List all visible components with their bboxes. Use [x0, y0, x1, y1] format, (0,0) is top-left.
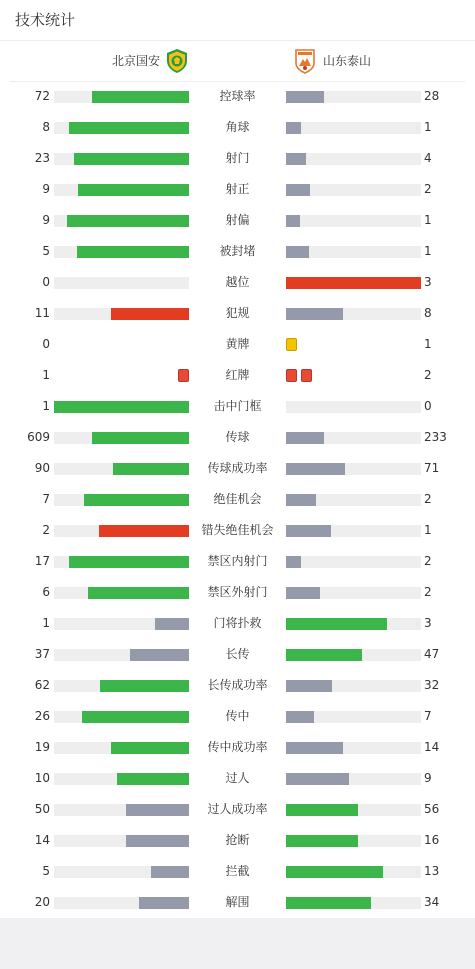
- away-bar-track: [286, 773, 421, 785]
- stat-row: [0, 701, 475, 732]
- home-bar-fill: [84, 494, 189, 506]
- away-bar-fill: [286, 432, 324, 444]
- stat-row: [0, 794, 475, 825]
- away-bar-fill: [286, 556, 301, 568]
- away-bar-track: [286, 742, 421, 754]
- stat-label: 击中门框: [213, 399, 262, 413]
- home-bar-track: [54, 463, 189, 475]
- red-card-icon: [286, 369, 297, 382]
- stat-label: 解围: [225, 895, 250, 909]
- home-bar-fill: [92, 432, 189, 444]
- away-value: 233: [424, 430, 447, 444]
- home-bar-track: [54, 618, 189, 630]
- stat-row: [0, 856, 475, 887]
- home-bar-track: [54, 897, 189, 909]
- away-bar-track: [286, 587, 421, 599]
- home-bar-track: [54, 866, 189, 878]
- away-value: 34: [424, 895, 440, 909]
- stat-label: 射正: [225, 182, 250, 196]
- home-bar-track: [54, 184, 189, 196]
- home-value: 1: [42, 399, 50, 413]
- away-bar-track: [286, 835, 421, 847]
- home-value: 17: [34, 554, 50, 568]
- home-bar-track: [54, 711, 189, 723]
- away-bar-track: [286, 308, 421, 320]
- stat-label: 长传: [225, 647, 250, 661]
- home-value: 26: [34, 709, 50, 723]
- home-bar-fill: [139, 897, 189, 909]
- away-bar-fill: [286, 711, 314, 723]
- home-bar-fill: [74, 153, 189, 165]
- away-value: 32: [424, 678, 440, 692]
- home-bar-track: [54, 308, 189, 320]
- away-bar-fill: [286, 122, 301, 134]
- away-bar-fill: [286, 897, 371, 909]
- away-value: 8: [424, 306, 432, 320]
- stat-row: [0, 112, 475, 143]
- away-value: 16: [424, 833, 440, 847]
- away-bar-fill: [286, 184, 310, 196]
- stat-row: [0, 825, 475, 856]
- away-cards: [286, 338, 421, 351]
- stat-row: [0, 763, 475, 794]
- home-bar-track: [54, 773, 189, 785]
- away-value: 1: [424, 120, 432, 134]
- home-value: 23: [34, 151, 50, 165]
- home-value: 1: [42, 368, 50, 382]
- stat-label: 传中成功率: [207, 740, 268, 754]
- away-bar-track: [286, 618, 421, 630]
- away-cards: [286, 369, 421, 382]
- away-bar-track: [286, 525, 421, 537]
- home-value: 11: [34, 306, 50, 320]
- away-value: 2: [424, 554, 432, 568]
- home-bar-track: [54, 401, 189, 413]
- away-bar-fill: [286, 587, 320, 599]
- stat-row: [0, 143, 475, 174]
- home-bar-track: [54, 215, 189, 227]
- away-bar-fill: [286, 618, 387, 630]
- home-value: 90: [34, 461, 50, 475]
- away-value: 0: [424, 399, 432, 413]
- away-bar-fill: [286, 277, 421, 289]
- away-value: 13: [424, 864, 440, 878]
- home-bar-fill: [111, 308, 189, 320]
- away-value: 1: [424, 337, 432, 351]
- away-bar-track: [286, 494, 421, 506]
- home-value: 5: [42, 864, 50, 878]
- stat-label: 门将扑救: [213, 616, 262, 630]
- away-value: 56: [424, 802, 440, 816]
- stat-row: [0, 205, 475, 236]
- home-bar-track: [54, 556, 189, 568]
- away-bar-track: [286, 401, 421, 413]
- away-value: 7: [424, 709, 432, 723]
- home-bar-fill: [126, 804, 189, 816]
- stat-label: 过人: [225, 771, 250, 785]
- home-bar-fill: [77, 246, 189, 258]
- home-bar-fill: [117, 773, 189, 785]
- home-bar-track: [54, 277, 189, 289]
- home-bar-fill: [111, 742, 189, 754]
- home-bar-track: [54, 91, 189, 103]
- away-value: 3: [424, 616, 432, 630]
- home-bar-fill: [92, 91, 189, 103]
- red-card-icon: [178, 369, 189, 382]
- section-title: 技术统计: [15, 11, 76, 29]
- home-bar-fill: [88, 587, 189, 599]
- stat-label: 红牌: [225, 368, 250, 382]
- stat-row: [0, 546, 475, 577]
- away-bar-fill: [286, 680, 332, 692]
- home-value: 19: [34, 740, 50, 754]
- away-bar-track: [286, 711, 421, 723]
- stat-row: [0, 608, 475, 639]
- stat-row: [0, 670, 475, 701]
- home-value: 14: [34, 833, 50, 847]
- stat-label: 黄牌: [225, 337, 250, 351]
- home-cards: [54, 369, 189, 382]
- away-bar-track: [286, 432, 421, 444]
- home-bar-fill: [130, 649, 189, 661]
- away-bar-track: [286, 680, 421, 692]
- teams-header: [0, 41, 475, 81]
- away-bar-fill: [286, 494, 316, 506]
- away-bar-track: [286, 246, 421, 258]
- stat-label: 禁区外射门: [207, 585, 268, 599]
- away-bar-fill: [286, 742, 343, 754]
- stat-label: 传中: [225, 709, 250, 723]
- red-card-icon: [301, 369, 312, 382]
- away-bar-fill: [286, 649, 362, 661]
- away-value: 2: [424, 182, 432, 196]
- away-value: 47: [424, 647, 440, 661]
- home-bar-fill: [54, 401, 189, 413]
- away-bar-fill: [286, 463, 345, 475]
- home-value: 10: [34, 771, 50, 785]
- away-bar-fill: [286, 91, 324, 103]
- home-bar-track: [54, 246, 189, 258]
- home-value: 9: [42, 182, 50, 196]
- away-value: 14: [424, 740, 440, 754]
- stat-row: [0, 329, 475, 360]
- away-value: 3: [424, 275, 432, 289]
- stat-row: [0, 453, 475, 484]
- stat-row: [0, 577, 475, 608]
- stat-label: 传球成功率: [207, 461, 268, 475]
- stat-row: [0, 81, 475, 112]
- stat-label: 错失绝佳机会: [201, 523, 274, 537]
- stat-row: [0, 236, 475, 267]
- stat-label: 被封堵: [219, 244, 256, 258]
- home-bar-track: [54, 649, 189, 661]
- stat-row: [0, 391, 475, 422]
- away-bar-fill: [286, 773, 349, 785]
- home-bar-track: [54, 680, 189, 692]
- away-bar-fill: [286, 866, 383, 878]
- yellow-card-icon: [286, 338, 297, 351]
- home-bar-fill: [82, 711, 189, 723]
- home-team[interactable]: [112, 41, 189, 81]
- home-value: 1: [42, 616, 50, 630]
- stat-row: [0, 174, 475, 205]
- away-team[interactable]: [293, 41, 371, 81]
- home-bar-fill: [113, 463, 189, 475]
- home-bar-track: [54, 525, 189, 537]
- home-value: 62: [34, 678, 50, 692]
- beijing-guoan-logo-icon: [165, 48, 189, 74]
- home-value: 20: [34, 895, 50, 909]
- away-bar-track: [286, 122, 421, 134]
- away-bar-track: [286, 866, 421, 878]
- away-bar-track: [286, 804, 421, 816]
- away-team-name: 山东泰山: [323, 54, 372, 68]
- home-value: 50: [34, 802, 50, 816]
- stat-label: 角球: [225, 120, 250, 134]
- stat-row: [0, 360, 475, 391]
- stat-row: [0, 298, 475, 329]
- away-value: 1: [424, 213, 432, 227]
- away-bar-fill: [286, 804, 358, 816]
- stat-label: 过人成功率: [207, 802, 268, 816]
- home-team-name: 北京国安: [111, 54, 160, 68]
- home-value: 72: [34, 89, 50, 103]
- away-value: 4: [424, 151, 432, 165]
- home-cards: [54, 338, 189, 351]
- home-bar-fill: [100, 680, 189, 692]
- away-bar-fill: [286, 215, 300, 227]
- stat-row: [0, 887, 475, 918]
- shandong-taishan-logo-icon: [293, 48, 317, 74]
- away-value: 1: [424, 523, 432, 537]
- away-value: 9: [424, 771, 432, 785]
- home-bar-fill: [126, 835, 189, 847]
- away-bar-fill: [286, 835, 358, 847]
- stat-label: 射偏: [225, 213, 250, 227]
- stat-row: [0, 484, 475, 515]
- away-bar-track: [286, 277, 421, 289]
- away-bar-fill: [286, 308, 343, 320]
- stat-label: 犯规: [225, 306, 250, 320]
- stat-label: 控球率: [219, 89, 256, 103]
- stat-label: 抢断: [225, 833, 250, 847]
- stat-row: [0, 422, 475, 453]
- away-bar-track: [286, 91, 421, 103]
- stat-label: 禁区内射门: [207, 554, 268, 568]
- home-bar-fill: [69, 556, 189, 568]
- home-bar-track: [54, 153, 189, 165]
- away-bar-fill: [286, 246, 309, 258]
- home-bar-track: [54, 804, 189, 816]
- away-value: 2: [424, 585, 432, 599]
- home-value: 9: [42, 213, 50, 227]
- away-value: 2: [424, 492, 432, 506]
- stat-label: 长传成功率: [207, 678, 268, 692]
- home-value: 7: [42, 492, 50, 506]
- home-bar-fill: [155, 618, 189, 630]
- away-value: 1: [424, 244, 432, 258]
- stat-label: 拦截: [225, 864, 250, 878]
- away-bar-fill: [286, 153, 306, 165]
- away-bar-fill: [286, 525, 331, 537]
- away-bar-track: [286, 184, 421, 196]
- home-value: 609: [27, 430, 50, 444]
- stat-row: [0, 515, 475, 546]
- away-bar-track: [286, 649, 421, 661]
- stat-label: 绝佳机会: [213, 492, 262, 506]
- away-bar-track: [286, 215, 421, 227]
- away-value: 2: [424, 368, 432, 382]
- home-bar-track: [54, 432, 189, 444]
- home-bar-fill: [78, 184, 189, 196]
- away-bar-track: [286, 463, 421, 475]
- home-value: 37: [34, 647, 50, 661]
- home-bar-track: [54, 835, 189, 847]
- stat-label: 射门: [225, 151, 250, 165]
- home-value: 0: [42, 275, 50, 289]
- home-bar-track: [54, 122, 189, 134]
- home-value: 8: [42, 120, 50, 134]
- home-bar-fill: [67, 215, 189, 227]
- away-bar-track: [286, 556, 421, 568]
- stat-row: [0, 639, 475, 670]
- home-value: 5: [42, 244, 50, 258]
- away-bar-track: [286, 153, 421, 165]
- home-bar-track: [54, 587, 189, 599]
- stat-row: [0, 267, 475, 298]
- away-value: 71: [424, 461, 440, 475]
- home-value: 6: [42, 585, 50, 599]
- stat-label: 传球: [225, 430, 250, 444]
- stat-label: 越位: [225, 275, 250, 289]
- home-bar-fill: [99, 525, 189, 537]
- home-bar-fill: [69, 122, 189, 134]
- away-value: 28: [424, 89, 440, 103]
- home-bar-track: [54, 742, 189, 754]
- stat-row: [0, 732, 475, 763]
- away-bar-track: [286, 897, 421, 909]
- home-value: 0: [42, 337, 50, 351]
- home-value: 2: [42, 523, 50, 537]
- home-bar-track: [54, 494, 189, 506]
- home-bar-fill: [151, 866, 189, 878]
